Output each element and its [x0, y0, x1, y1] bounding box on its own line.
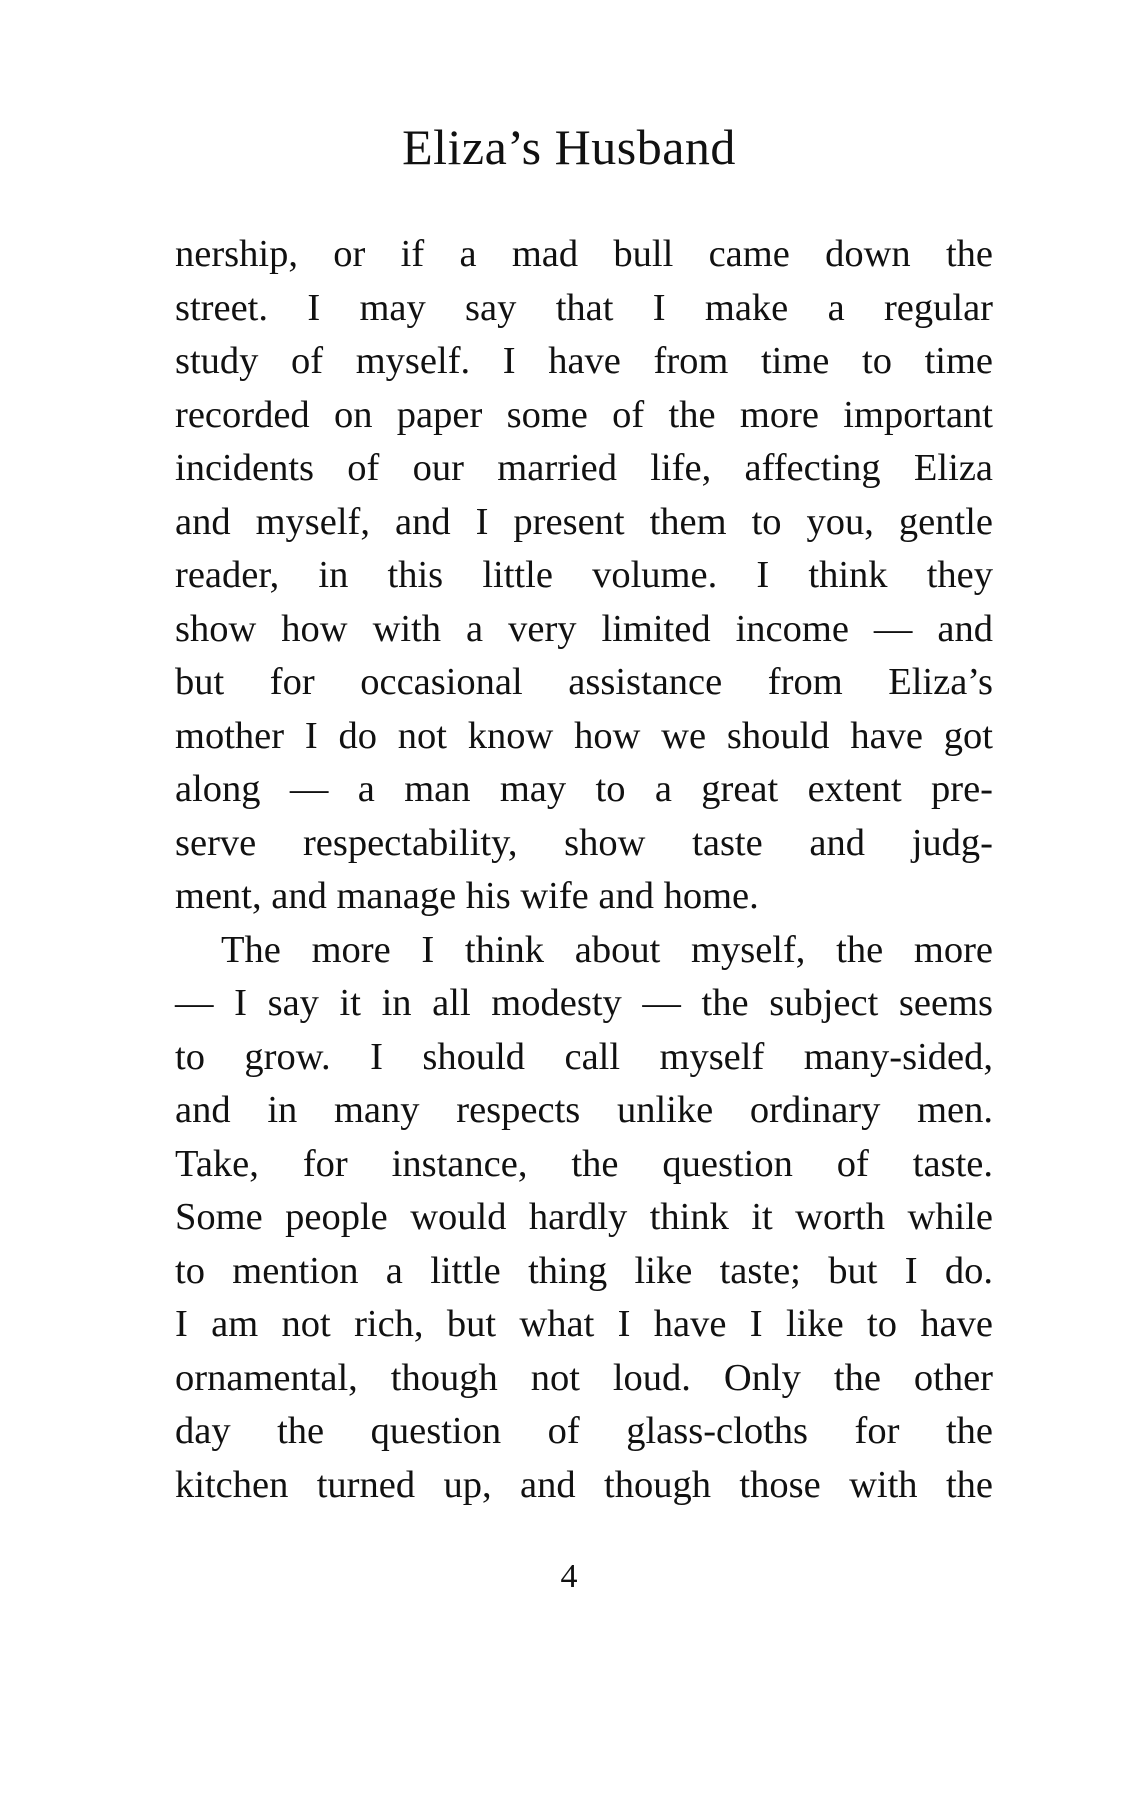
text-line: show how with a very limited income — and — [175, 607, 993, 650]
text-line: to grow. I should call myself many-sided, — [175, 1035, 993, 1078]
text-line: kitchen turned up, and though those with the — [175, 1463, 993, 1506]
text-line: along — a man may to a great extent pre- — [175, 768, 993, 810]
text-line: I am not rich, but what I have I like to have — [175, 1303, 993, 1345]
text-line: study of myself. I have from time to time — [175, 340, 993, 382]
text-line: to mention a little thing like taste; but I do. — [175, 1249, 993, 1292]
page-number: 4 — [560, 1558, 578, 1595]
text-line: serve respectability, show taste and judg- — [175, 821, 993, 864]
text-line: street. I may say that I make a regular — [175, 286, 993, 329]
text-line: ornamental, though not loud. Only the other — [175, 1356, 993, 1399]
text-line: mother I do not know how we should have got — [175, 714, 993, 757]
text-line: The more I think about myself, the more — [221, 928, 993, 971]
text-line: — I say it in all modesty — the subject seems — [175, 982, 993, 1024]
text-line: nership, or if a mad bull came down the — [175, 233, 993, 275]
text-line: recorded on paper some of the more important — [175, 393, 993, 436]
text-line: ment, and manage his wife and home. — [175, 875, 759, 917]
paragraph — [175, 228, 993, 924]
text-line: reader, in this little volume. I think they — [175, 554, 993, 596]
text-line: and in many respects unlike ordinary men. — [175, 1089, 993, 1131]
text-line: Take, for instance, the question of taste. — [175, 1142, 993, 1185]
text-line: and myself, and I present them to you, gentle — [175, 500, 993, 543]
text-line: but for occasional assistance from Eliza’s — [175, 661, 993, 703]
paragraph — [175, 924, 993, 1513]
body-text — [175, 228, 993, 1512]
text-line: day the question of glass-cloths for the — [175, 1410, 993, 1452]
text-line: incidents of our married life, affecting Eliza — [175, 447, 993, 489]
running-head: Eliza’s Husband — [402, 119, 736, 175]
text-line: Some people would hardly think it worth while — [175, 1196, 993, 1238]
